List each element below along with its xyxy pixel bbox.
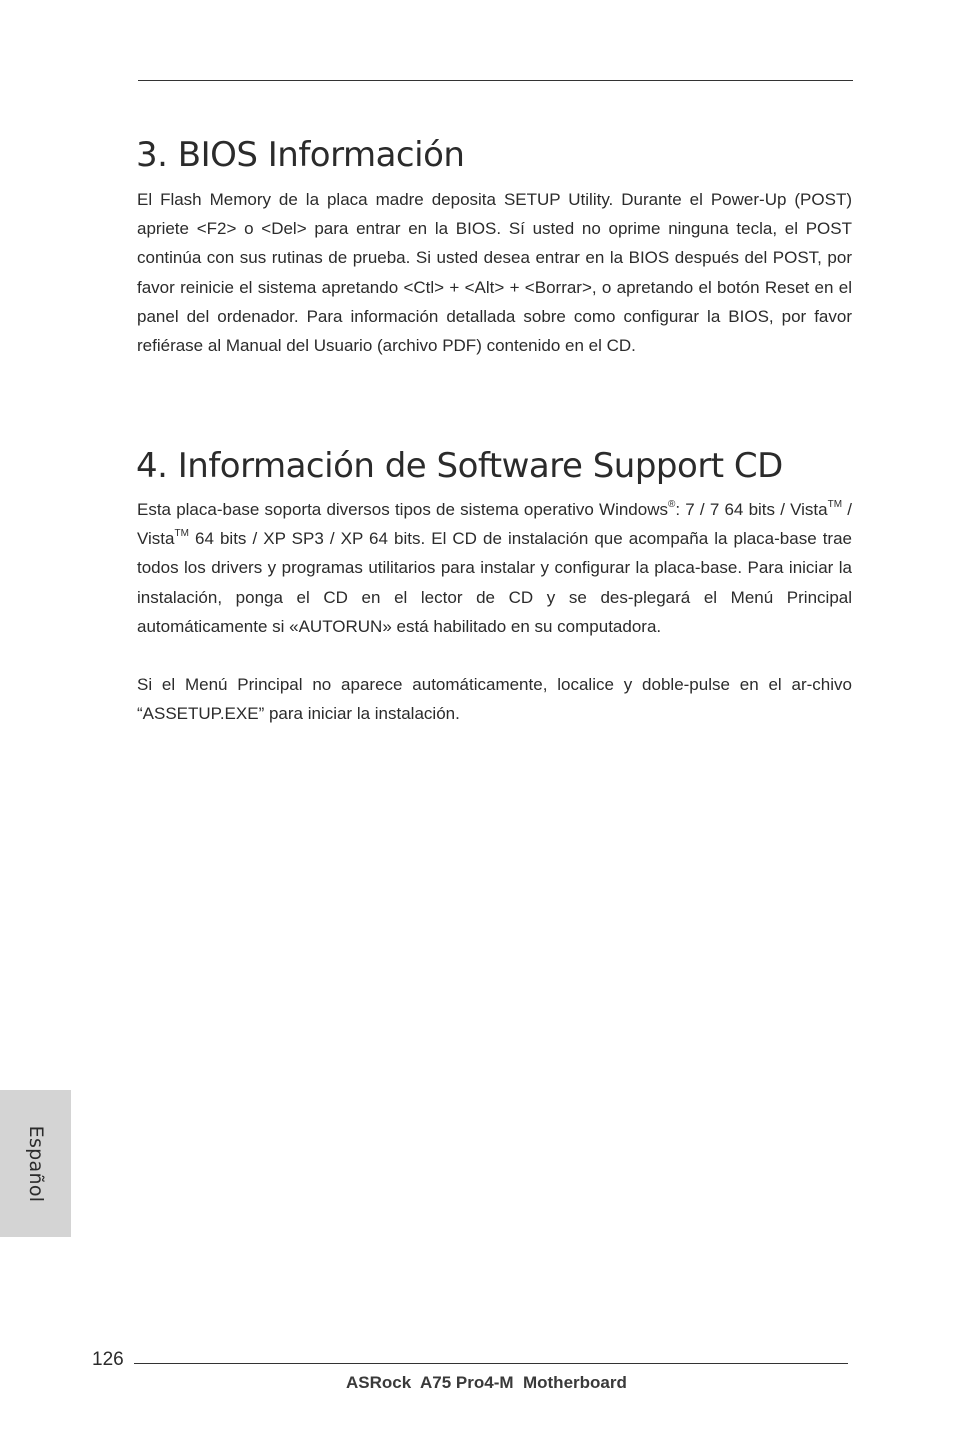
section-3-heading: 3. BIOS Información [136, 135, 465, 175]
text-run: Esta placa-base soporta diversos tipos de sistema operativo Windows [137, 500, 668, 519]
text-run: : 7 / 7 64 bits / Vista [675, 500, 828, 519]
text-run: 64 bits / XP SP3 / XP 64 bits. El CD de instalación que acompaña la placa-base trae todos los drivers y programas utilitarios para instalar y configurar la placa-base. Para iniciar la instalación, ponga el CD en el lector de CD y se des-plegará el Menú Principal automáticamente si «AUTORUN» está habilitado en su computadora. [137, 529, 852, 636]
language-label: Español [24, 1125, 47, 1202]
software-cd-paragraph [137, 495, 852, 641]
trademark-mark: TM [174, 528, 189, 540]
footer-title: ASRock A75 Pro4-M Motherboard [346, 1373, 627, 1392]
text-run: / Vista [137, 500, 852, 549]
language-side-tab [0, 1090, 71, 1237]
section-4-heading: 4. Información de Software Support CD [136, 446, 783, 486]
registered-mark: ® [667, 499, 676, 510]
page-number: 126 [92, 1349, 124, 1370]
header-rule [138, 80, 853, 81]
footer-rule [134, 1363, 848, 1364]
trademark-mark: TM [827, 499, 843, 510]
assetup-paragraph: Si el Menú Principal no aparece automáticamente, localice y doble-pulse en el ar-chivo “ASSETUP.EXE” para iniciar la instalación. [137, 675, 852, 724]
bios-info-paragraph: El Flash Memory de la placa madre deposita SETUP Utility. Durante el Power-Up (POST) apriete <F2> o <Del> para entrar en la BIOS. Sí usted no oprime ninguna tecla, el POST continúa con sus rutinas de prueba. Si usted desea entrar en la BIOS después del POST, por favor reinicie el sistema apretando <Ctl> + <Alt> + <Borrar>, o apretando el botón Reset en el panel del ordenador. Para información detallada sobre como configurar la BIOS, por favor refiérase al Manual del Usuario (archivo PDF) contenido en el CD. [137, 190, 852, 356]
